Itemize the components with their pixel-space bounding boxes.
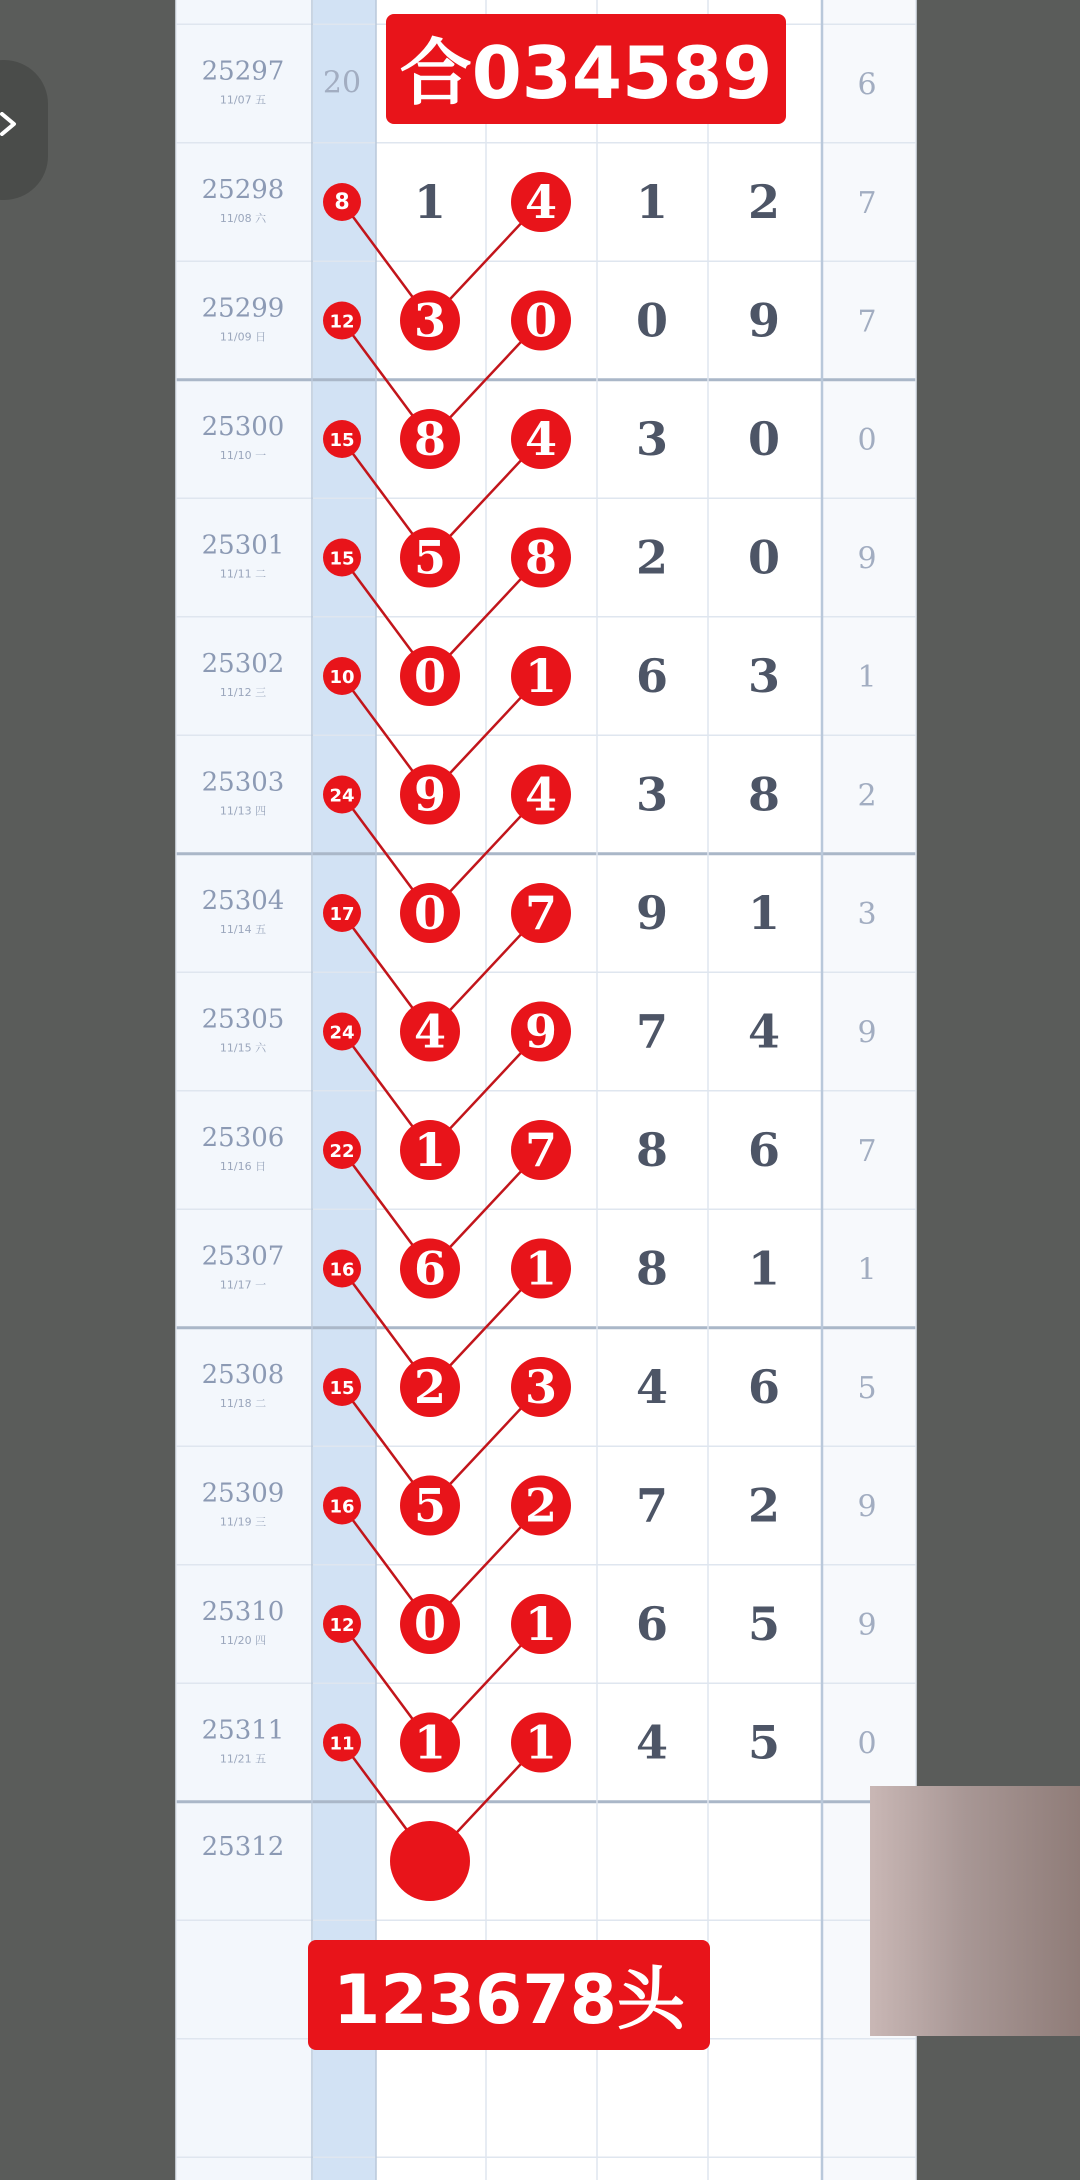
sum-value: 24 — [329, 785, 355, 807]
digit-value: 8 — [524, 530, 558, 585]
digit-value: 0 — [747, 530, 781, 585]
digit-value: 1 — [524, 649, 558, 703]
sum-value: 20 — [322, 65, 362, 101]
last-digit: 1 — [857, 660, 877, 695]
period-date: 11/11 二 — [219, 567, 267, 581]
digit-value: 4 — [524, 767, 558, 822]
digit-value: 6 — [413, 1241, 447, 1296]
period-number: 25304 — [201, 886, 285, 916]
digit-value: 7 — [635, 1004, 669, 1059]
digit-value: 9 — [747, 293, 781, 348]
period-date: 11/10 一 — [219, 449, 267, 462]
last-digit: 3 — [857, 897, 877, 932]
digit-value: 7 — [524, 886, 558, 940]
period-date: 11/14 五 — [219, 923, 267, 936]
last-digit: 7 — [857, 304, 877, 340]
digit-value: 1 — [413, 1123, 447, 1177]
last-digit: 7 — [857, 1134, 877, 1169]
digit-value: 0 — [524, 293, 558, 348]
sum-value: 12 — [329, 1615, 355, 1636]
last-digit: 2 — [857, 778, 877, 814]
top-banner-text: 合034589 — [399, 31, 773, 115]
last-digit: 0 — [857, 423, 877, 458]
digit-value: 0 — [413, 649, 447, 703]
last-digit: 9 — [857, 1489, 877, 1525]
bottom-banner — [308, 1940, 710, 2050]
digit-value: 5 — [747, 1597, 781, 1651]
sum-value: 17 — [329, 904, 355, 925]
digit-value: 1 — [635, 175, 669, 229]
period-date: 11/13 四 — [219, 804, 267, 818]
period-date: 11/21 五 — [219, 1752, 267, 1766]
digit-value: 2 — [747, 1478, 781, 1533]
period-number: 25297 — [201, 56, 285, 87]
bottom-banner-text: 123678头 — [333, 1961, 685, 2040]
digit-value: 1 — [413, 175, 447, 229]
digit-value: 4 — [524, 175, 558, 229]
digit-value: 0 — [413, 886, 447, 940]
digit-value: 4 — [524, 412, 558, 466]
period-date: 11/07 五 — [219, 93, 267, 107]
next-period-number: 25312 — [201, 1832, 285, 1862]
sum-value: 16 — [329, 1496, 355, 1518]
digit-value: 8 — [747, 767, 781, 822]
period-number: 25309 — [201, 1478, 285, 1509]
sum-value: 11 — [329, 1733, 355, 1755]
digit-value: 8 — [635, 1123, 669, 1177]
last-digit: 9 — [857, 1015, 877, 1051]
digit-value: 6 — [635, 649, 669, 703]
digit-value: 2 — [635, 530, 669, 585]
prediction-ball — [390, 1821, 470, 1901]
sum-value: 12 — [329, 311, 355, 333]
digit-value: 1 — [524, 1597, 558, 1651]
digit-value: 2 — [413, 1360, 447, 1414]
sum-value: 15 — [329, 430, 355, 451]
last-digit: 5 — [857, 1371, 877, 1406]
digit-value: 6 — [635, 1597, 669, 1651]
digit-value: 7 — [635, 1478, 669, 1533]
period-date: 11/20 四 — [219, 1634, 267, 1647]
period-date: 11/18 二 — [219, 1397, 267, 1410]
digit-value: 9 — [413, 767, 447, 822]
period-date: 11/12 三 — [219, 686, 267, 699]
last-digit: 0 — [857, 1726, 877, 1762]
period-date: 11/16 日 — [219, 1160, 267, 1173]
period-number: 25301 — [201, 530, 285, 561]
digit-value: 0 — [413, 1597, 447, 1651]
period-date: 11/17 一 — [219, 1278, 267, 1292]
digit-value: 0 — [635, 293, 669, 348]
digit-value: 2 — [524, 1478, 558, 1533]
digit-value: 5 — [413, 1478, 447, 1533]
digit-value: 3 — [524, 1360, 558, 1414]
digit-value: 6 — [747, 1123, 781, 1177]
last-digit: 9 — [857, 1608, 877, 1643]
digit-value: 1 — [524, 1715, 558, 1770]
period-date: 11/15 六 — [219, 1041, 267, 1055]
digit-value: 4 — [635, 1360, 669, 1414]
digit-value: 5 — [413, 530, 447, 585]
period-number: 25303 — [201, 767, 285, 798]
period-number: 25307 — [201, 1241, 285, 1272]
digit-value: 3 — [635, 412, 669, 466]
period-number: 25308 — [201, 1360, 285, 1390]
sum-value: 8 — [334, 190, 350, 215]
digit-value: 9 — [635, 886, 669, 940]
digit-value: 9 — [524, 1004, 558, 1059]
digit-value: 3 — [747, 649, 781, 703]
period-number: 25311 — [201, 1715, 285, 1746]
last-digit: 7 — [857, 186, 877, 221]
last-digit: 6 — [857, 67, 877, 103]
period-number: 25298 — [201, 175, 285, 205]
digit-value: 2 — [747, 175, 781, 229]
period-date: 11/09 日 — [219, 330, 267, 344]
period-number: 25299 — [201, 293, 285, 324]
digit-value: 1 — [747, 886, 781, 940]
digit-value: 4 — [413, 1004, 447, 1059]
period-number: 25310 — [201, 1597, 285, 1627]
digit-value: 4 — [747, 1004, 781, 1059]
period-number: 25302 — [201, 649, 285, 679]
digit-value: 1 — [747, 1241, 781, 1296]
digit-value: 6 — [747, 1360, 781, 1414]
digit-value: 3 — [635, 767, 669, 822]
sum-value: 15 — [329, 1378, 355, 1399]
digit-value: 8 — [635, 1241, 669, 1296]
period-date: 11/08 六 — [219, 212, 267, 225]
sum-value: 24 — [329, 1022, 355, 1044]
top-banner — [386, 14, 786, 124]
period-number: 25300 — [201, 412, 285, 442]
period-date: 11/19 三 — [219, 1515, 267, 1529]
period-number: 25305 — [201, 1004, 285, 1035]
digit-value: 7 — [524, 1123, 558, 1177]
sum-value: 15 — [329, 548, 355, 570]
sum-value: 10 — [329, 667, 355, 688]
last-digit: 1 — [857, 1252, 877, 1288]
period-number: 25306 — [201, 1123, 285, 1153]
digit-value: 1 — [524, 1241, 558, 1296]
sum-value: 22 — [329, 1141, 355, 1162]
digit-value: 4 — [635, 1715, 669, 1770]
digit-value: 0 — [747, 412, 781, 466]
digit-value: 8 — [413, 412, 447, 466]
floating-thumbnail[interactable] — [870, 1786, 1080, 2036]
last-digit: 9 — [857, 541, 877, 577]
sum-value: 16 — [329, 1259, 355, 1281]
digit-value: 3 — [413, 293, 447, 348]
digit-value: 1 — [413, 1715, 447, 1770]
digit-value: 5 — [747, 1715, 781, 1770]
